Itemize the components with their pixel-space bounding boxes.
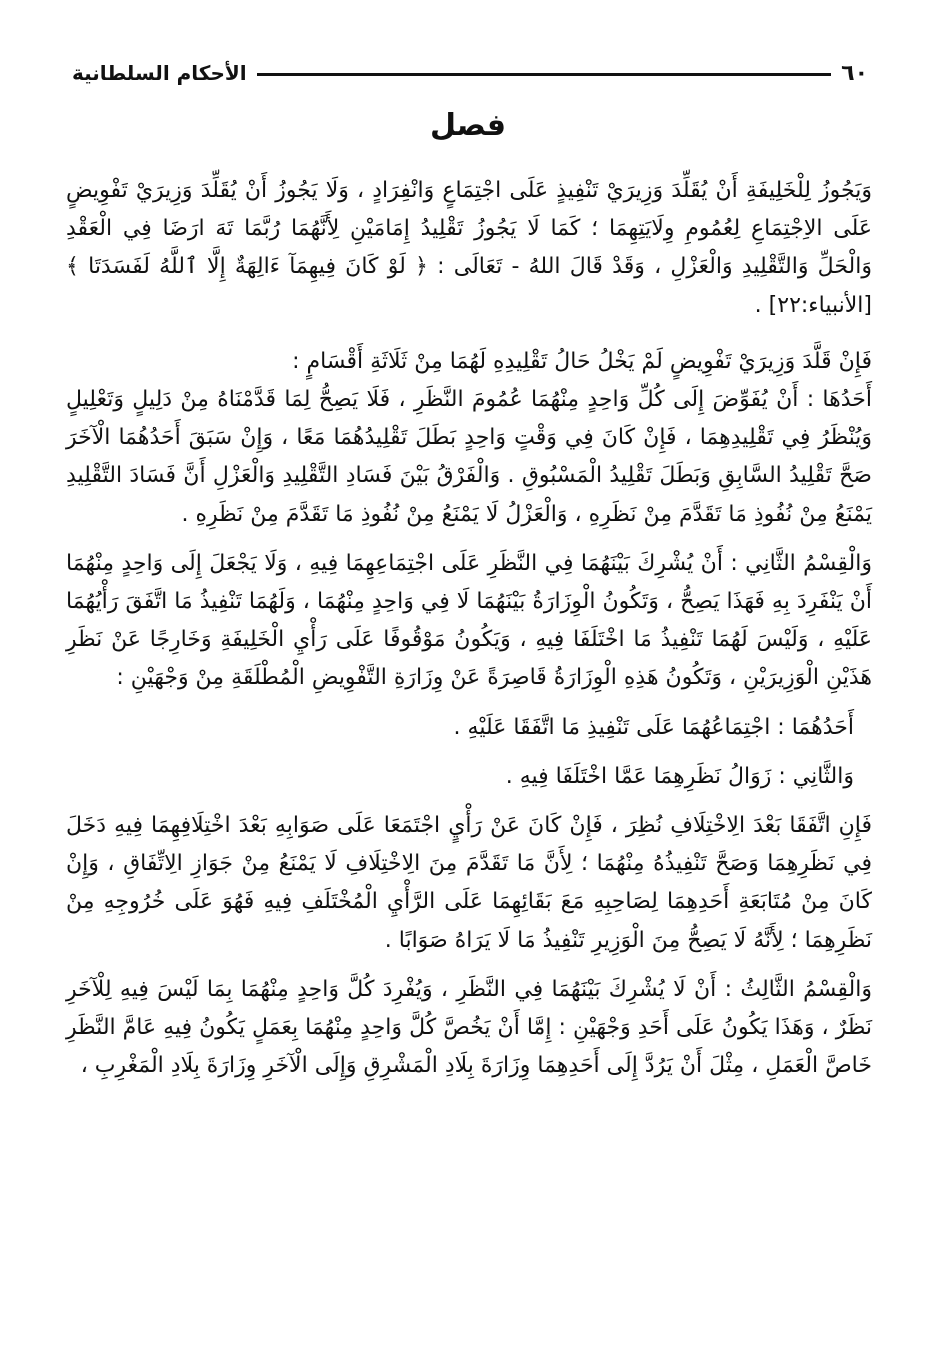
page-header [72,56,868,90]
paragraph-intro: وَيَجُوزُ لِلْخَلِيفَةِ أَنْ يُقَلِّدَ وَزِيرَيْ تَنْفِيذٍ عَلَى اجْتِمَاعٍ وَانْفِرَادٍ ، وَلَا يَجُوزُ أَنْ يُقَلِّدَ وَزِيرَيْ تَفْوِيضٍ عَلَى الاِجْتِمَاعِ لِعُمُومِ وِلَايَتِهِمَا ؛ كَمَا لَا يَجُوزُ تَقْلِيدُ إِمَامَيْنِ لِأَنَّهُمَا رُبَّمَا تَهَ ارَضَا فِي الْعَقْدِ وَالْحَلِّ وَالتَّقْلِيدِ وَالْعَزْلِ ، وَقَدْ قَالَ اللهُ - تَعَالَى : ﴿ لَوْ كَانَ فِيهِمَآ ءَالِهَةٌ إِلَّا ٱللَّهُ لَفَسَدَتَا ﴾ [الأنبياء:٢٢] . [66,178,872,318]
page-number: ٦٠ [841,60,868,86]
paragraph-first-section: أَحَدُهَا : أَنْ يُفَوِّضَ إِلَى كُلِّ وَاحِدٍ مِنْهُمَا عُمُومَ النَّظَرِ ، فَلَا يَصِحُّ لِمَا قَدَّمْنَاهُ مِنْ دَلِيلٍ وَتَعْلِيلٍ وَيُنْظَرُ فِي تَقْلِيدِهِمَا ، فَإِنْ كَانَ فِي وَقْتٍ وَاحِدٍ بَطَلَ تَقْلِيدُهُمَا مَعًا ، وَإِنْ سَبَقَ أَحَدُهُمَا الْآخَرَ صَحَّ تَقْلِيدُ السَّابِقِ وَبَطَلَ تَقْلِيدُ الْمَسْبُوقِ . وَالْفَرْقُ بَيْنَ فَسَادِ التَّقْلِيدِ وَالْعَزْلِ أَنَّ فَسَادَ التَّقْلِيدِ يَمْنَعُ مِنْ نُفُوذِ مَا تَقَدَّمَ مِنْ نَظَرِهِ ، وَالْعَزْلُ لَا يَمْنَعُ مِنْ نُفُوذِ مَا تَقَدَّمَ مِنْ نَظَرِهِ . [66,387,872,527]
paragraph-aspect-two: وَالثَّانِي : زَوَالُ نَظَرِهِمَا عَمَّا اخْتَلَفَا فِيهِ . [505,763,854,789]
running-title: الأحكام السلطانية [72,61,247,85]
section-heading: فصل [430,108,506,143]
paragraph-agreement: فَإِنِ اتَّفَقَا بَعْدَ الِاخْتِلَافِ نُظِرَ ، فَإِنْ كَانَ عَنْ رَأْيٍ اجْتَمَعَا عَلَى صَوَابِهِ بَعْدَ اخْتِلَافِهِمَا فِيهِ دَخَلَ فِي نَظَرِهِمَا وَصَحَّ تَنْفِيذُهُ مِنْهُمَا ؛ لِأَنَّ مَا تَقَدَّمَ مِنَ الِاخْتِلَافِ لَا يَمْنَعُ مِنْ جَوَازِ الِاتِّفَاقِ ، وَإِنْ كَانَ مِنْ مُتَابَعَةِ أَحَدِهِمَا لِصَاحِبِهِ مَعَ بَقَائِهِمَا عَلَى الرَّأْيِ الْمُخْتَلَفِ فِيهِ فَهُوَ عَلَى خُرُوجِهِ مِنْ نَظَرِهِمَا ؛ لِأَنَّهُ لَا يَصِحُّ مِنَ الْوَزِيرِ تَنْفِيذُ مَا لَا يَرَاهُ صَوَابًا . [66,813,872,953]
header-rule [257,73,832,76]
body-text [66,172,872,1085]
paragraph-second-section: وَالْقِسْمُ الثَّانِي : أَنْ يُشْرِكَ بَيْنَهُمَا فِي النَّظَرِ عَلَى اجْتِمَاعِهِمَا فِيهِ ، وَلَا يَجْعَلَ إِلَى وَاحِدٍ مِنْهُمَا أَنْ يَنْفَرِدَ بِهِ فَهَذَا يَصِحُّ ، وَتَكُونُ الْوِزَارَةُ بَيْنَهُمَا لَا فِي وَاحِدٍ مِنْهُمَا ، وَلَهُمَا تَنْفِيذُ مَا اتَّفَقَ رَأْيُهُمَا عَلَيْهِ ، وَلَيْسَ لَهُمَا تَنْفِيذُ مَا اخْتَلَفَا فِيهِ ، وَيَكُونُ مَوْقُوفًا عَلَى رَأْيِ الْخَلِيفَةِ وَخَارِجًا عَنْ نَظَرِ هَذَيْنِ الْوَزِيرَيْنِ ، وَتَكُونُ هَذِهِ الْوِزَارَةُ قَاصِرَةً عَنْ وِزَارَةِ التَّفْوِيضِ الْمُطْلَقَةِ مِنْ وَجْهَيْنِ : [66,550,872,691]
paragraph-aspect-one: أَحَدُهُمَا : اجْتِمَاعُهُمَا عَلَى تَنْفِيذِ مَا اتَّفَقَا عَلَيْهِ . [453,714,854,740]
paragraph-third-section: وَالْقِسْمُ الثَّالِثُ : أَنْ لَا يُشْرِكَ بَيْنَهُمَا فِي النَّظَرِ ، وَيُفْرِدَ كُلَّ وَاحِدٍ مِنْهُمَا بِمَا لَيْسَ فِيهِ لِلْآخَرِ نَظَرٌ ، وَهَذَا يَكُونُ عَلَى أَحَدِ وَجْهَيْنِ : إِمَّا أَنْ يَخُصَّ كُلَّ وَاحِدٍ مِنْهُمَا بِعَمَلٍ يَكُونُ فِيهِ عَامَّ النَّظَرِ خَاصَّ الْعَمَلِ ، مِثْلَ أَنْ يَرُدَّ إِلَى أَحَدِهِمَا وِزَارَةَ بِلَادِ الْمَشْرِقِ وَإِلَى الْآخَرِ وِزَارَةَ بِلَادِ الْمَغْرِبِ ، [66,976,872,1079]
paragraph-division: فَإِنْ قَلَّدَ وَزِيرَيْ تَفْوِيضٍ لَمْ يَخْلُ حَالُ تَقْلِيدِهِ لَهُمَا مِنْ ثَلَاثَةِ أَقْسَامٍ : [292,348,872,374]
